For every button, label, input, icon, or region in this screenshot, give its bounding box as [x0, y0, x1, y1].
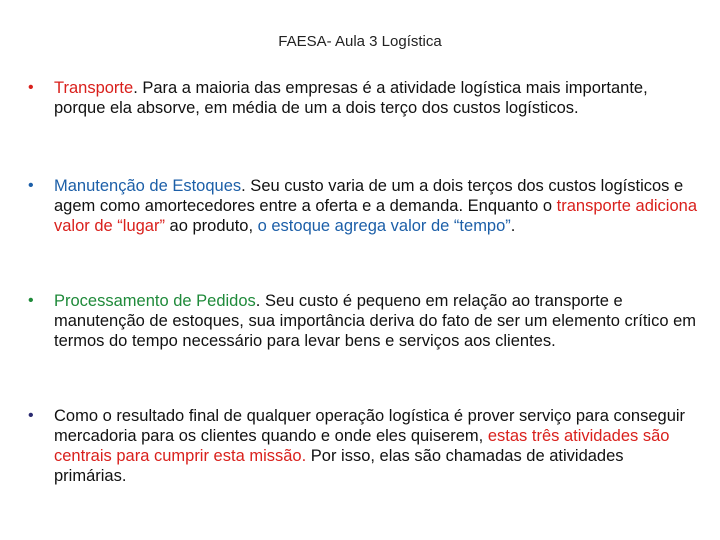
bullet-transporte: [28, 78, 700, 118]
highlight-valor-tempo: o estoque agrega valor de “tempo”: [257, 217, 511, 235]
bullet-manutencao-estoques: [28, 176, 700, 236]
bullet-text-end: .: [510, 217, 516, 235]
bullet-text: ao produto,: [164, 217, 258, 235]
bullet-marker: •: [28, 79, 34, 96]
bullet-marker: •: [28, 292, 34, 309]
highlight-atividades-centrais: estas três atividades são centrais para cumprir esta missão.: [54, 427, 670, 465]
bullet-marker: •: [28, 177, 34, 194]
term-transporte: Transporte: [54, 79, 134, 97]
bullet-text: . Para a maioria das empresas é a atividade logística mais importante, porque ela absorve, em média de um a dois terço dos custos logísticos.: [54, 79, 648, 117]
bullet-text: . Seu custo é pequeno em relação ao transporte e manutenção de estoques, sua importância deriva do fato de ser um elemento crítico em termos do tempo necessário para levar bens e serviços aos clientes.: [54, 292, 697, 350]
bullet-text: Por isso, elas são chamadas de atividades primárias.: [54, 447, 624, 485]
term-processamento-pedidos: Processamento de Pedidos: [54, 292, 256, 310]
bullet-marker: •: [28, 407, 34, 424]
slide-title: FAESA- Aula 3 Logística: [278, 33, 442, 50]
bullet-processamento-pedidos: [28, 291, 700, 351]
term-manutencao-estoques: Manutenção de Estoques: [54, 177, 242, 195]
bullet-text: . Seu custo varia de um a dois terços dos custos logísticos e agem como amortecedores entre a oferta e a demanda. Enquanto o: [54, 177, 684, 215]
highlight-valor-lugar: transporte adiciona valor de “lugar”: [54, 197, 697, 235]
bullet-atividades-primarias: [28, 406, 700, 486]
bullet-text: Como o resultado final de qualquer operação logística é prover serviço para conseguir mercadoria para os clientes quando e onde eles quiserem,: [54, 407, 686, 445]
